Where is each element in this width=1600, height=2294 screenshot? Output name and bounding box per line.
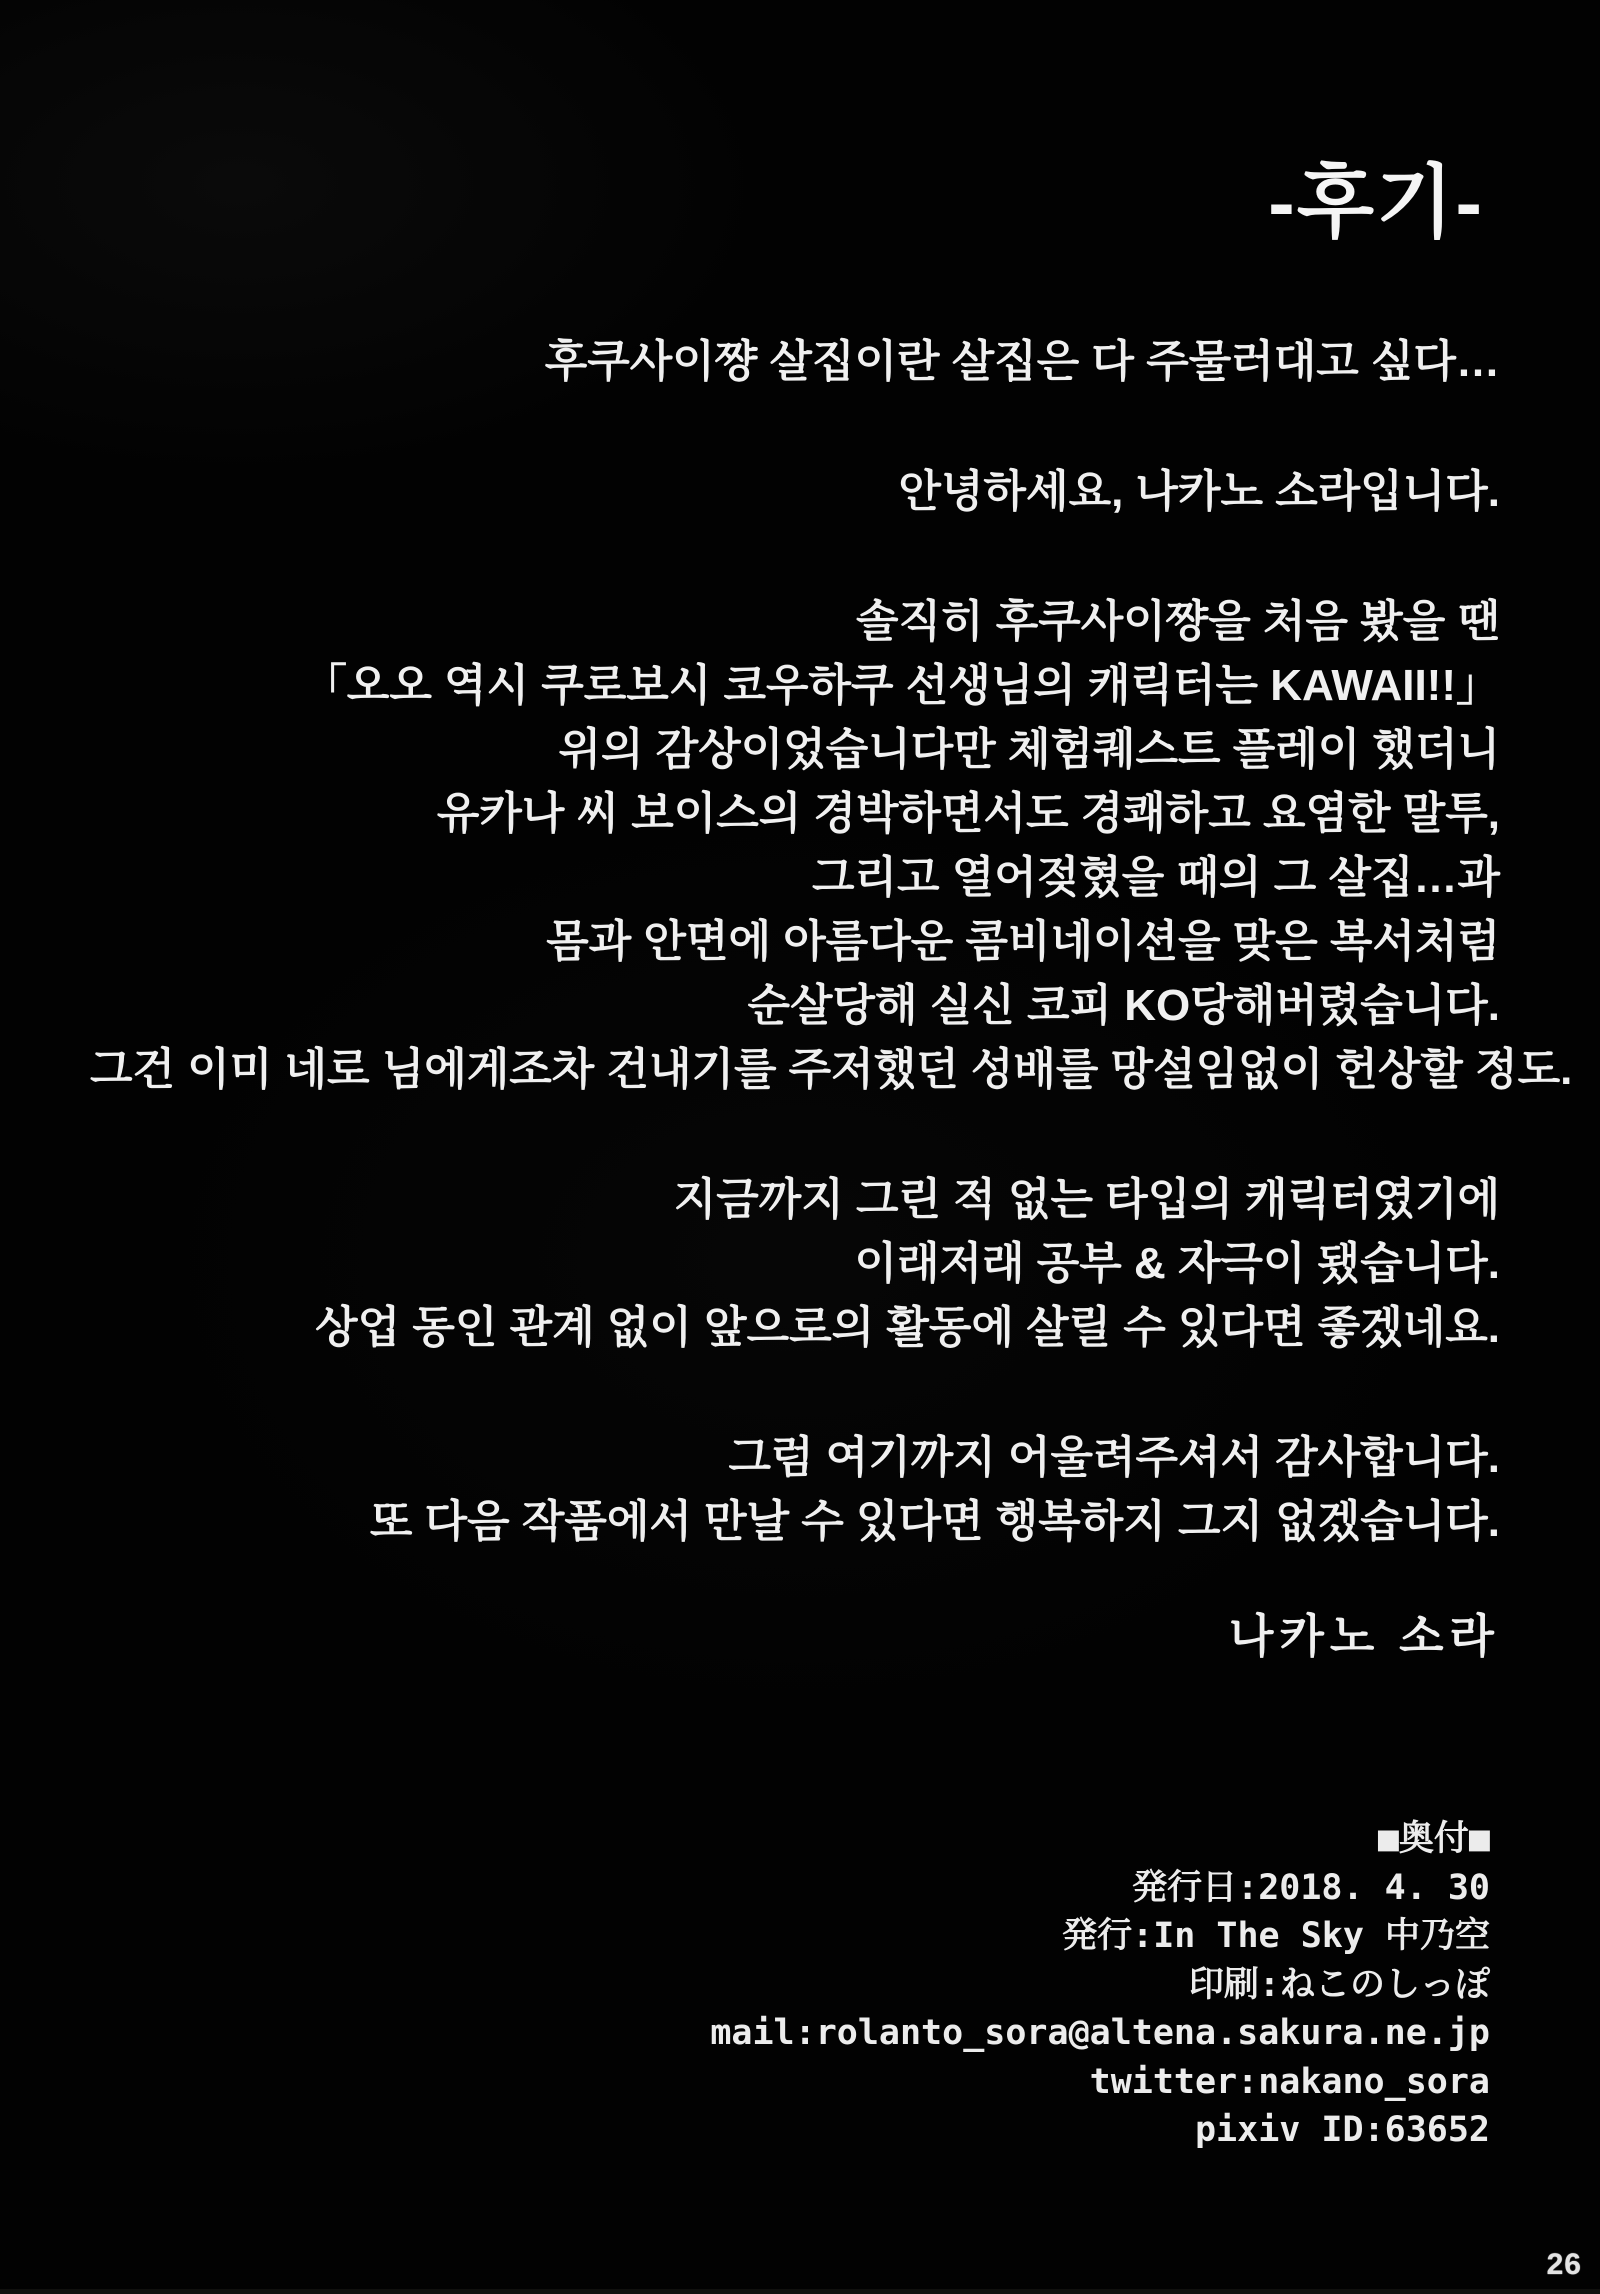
- colophon-header: ■奥付■: [1377, 1819, 1490, 1859]
- afterword-paragraph: [90, 330, 1500, 394]
- afterword-line: 또 다음 작품에서 만날 수 있다면 행복하지 그지 없겠습니다.: [369, 1497, 1500, 1546]
- afterword-line: 솔직히 후쿠사이쨩을 처음 봤을 땐: [856, 597, 1500, 646]
- afterword-line: 그건 이미 네로 님에게조차 건내기를 주저했던 성배를 망설임없이 헌상할 정도.: [90, 1045, 1573, 1094]
- colophon-twitter: twitter:nakano_sora: [1089, 2061, 1490, 2102]
- afterword-line: 상업 동인 관계 없이 앞으로의 활동에 살릴 수 있다면 좋겠네요.: [315, 1303, 1500, 1352]
- colophon-printer: 印刷:ねこのしっぽ: [1188, 1964, 1490, 2005]
- colophon-pixiv-id: pixiv ID:63652: [1194, 2110, 1490, 2150]
- afterword-paragraph: [90, 590, 1573, 1102]
- colophon: [710, 1815, 1490, 2155]
- afterword-line: 위의 감상이었습니다만 체험퀘스트 플레이 했더니: [558, 725, 1500, 774]
- afterword-paragraph: [90, 1168, 1500, 1360]
- page-bottom-edge: [0, 2289, 1600, 2294]
- afterword-line: 유카나 씨 보이스의 경박하면서도 경쾌하고 요염한 말투,: [436, 789, 1500, 838]
- colophon-publisher: 発行:In The Sky 中乃空: [1062, 1916, 1490, 1956]
- afterword-line: 몸과 안면에 아름다운 콤비네이션을 맞은 복서처럼: [546, 917, 1500, 966]
- afterword-paragraph: [90, 1426, 1500, 1554]
- afterword-line: 이래저래 공부 & 자극이 됐습니다.: [854, 1239, 1500, 1288]
- page-title: -후기-: [1268, 158, 1484, 247]
- author-signature: 나카노 소라: [1229, 1610, 1500, 1662]
- afterword-line: 「오오 역시 쿠로보시 코우하쿠 선생님의 캐릭터는 KAWAII!!」: [302, 661, 1500, 710]
- afterword-line: 그리고 열어젖혔을 때의 그 살집…과: [812, 853, 1500, 902]
- afterword-line: 순살당해 실신 코피 KO당해버렸습니다.: [747, 981, 1500, 1030]
- afterword-paragraph: [90, 460, 1500, 524]
- afterword-line: 지금까지 그린 적 없는 타입의 캐릭터였기에: [673, 1175, 1500, 1224]
- afterword-line: 후쿠사이쨩 살집이란 살집은 다 주물러대고 싶다…: [544, 337, 1500, 386]
- colophon-publish-date: 発行日:2018. 4. 30: [1132, 1867, 1490, 1908]
- afterword-line: 안녕하세요, 나카노 소라입니다.: [898, 467, 1500, 516]
- afterword-line: 그럼 여기까지 어울려주셔서 감사합니다.: [728, 1433, 1500, 1482]
- afterword-text: [90, 330, 1573, 1668]
- page-number: 26: [1546, 2248, 1582, 2281]
- colophon-mail: mail:rolanto_sora@altena.sakura.ne.jp: [710, 2013, 1490, 2053]
